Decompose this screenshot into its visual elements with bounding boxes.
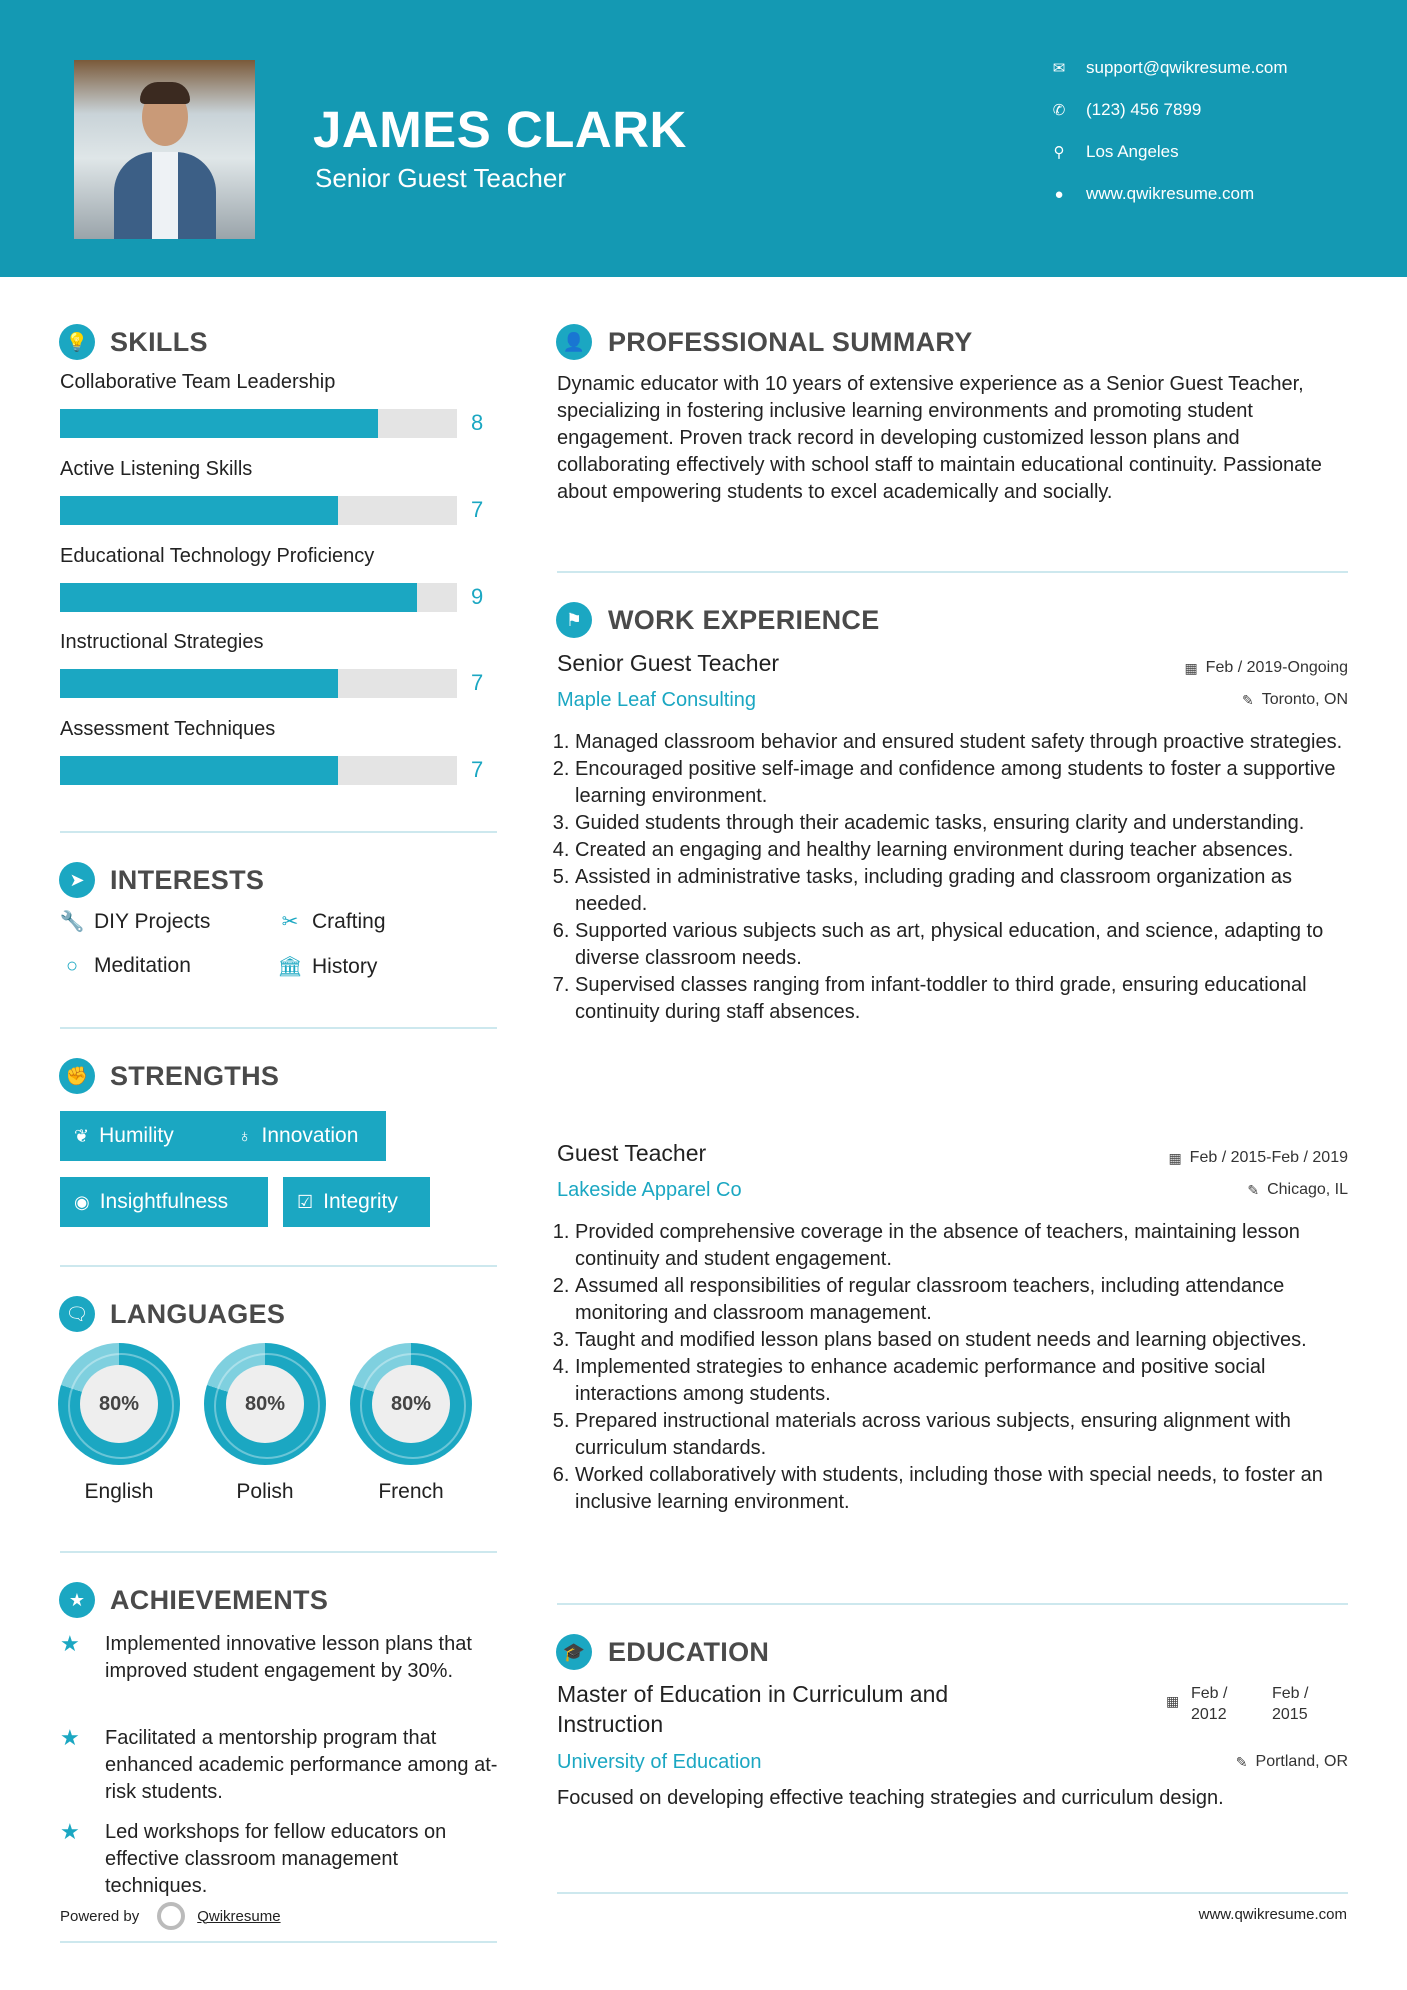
list-item: 3. Guided students through their academic tasks, ensuring clarity and understanding. xyxy=(575,810,1357,837)
education-location: ✎ Portland, OR xyxy=(1235,1753,1348,1770)
checkbox-icon: ☑ xyxy=(297,1191,314,1212)
language-percent: 80% xyxy=(226,1365,304,1443)
skill-bar xyxy=(60,583,457,612)
circle-icon: ○ xyxy=(65,954,79,977)
strength-tag: ❦ Humility xyxy=(60,1111,224,1161)
section-divider xyxy=(60,1027,497,1029)
skill-bar xyxy=(60,669,457,698)
scissors-icon: ✂ xyxy=(281,911,299,933)
skill-value: 7 xyxy=(471,757,484,782)
experience-heading: WORK EXPERIENCE xyxy=(608,605,880,635)
skill-name: Collaborative Team Leadership xyxy=(60,371,336,393)
job-title: Guest Teacher xyxy=(557,1140,707,1166)
strengths-heading: STRENGTHS xyxy=(110,1061,280,1091)
degree-line: Master of Education in Curriculum and xyxy=(557,1681,949,1707)
calendar-icon: ▦ xyxy=(1184,659,1198,676)
lightbulb-icon: 💡 xyxy=(59,324,95,360)
list-item: 1. Managed classroom behavior and ensured student safety through proactive strategies. xyxy=(575,729,1357,756)
wrench-icon: 🔧 xyxy=(59,911,85,933)
contact-website[interactable]: ● www.qwikresume.com xyxy=(1050,184,1254,204)
skills-heading: SKILLS xyxy=(110,327,208,357)
skill-name: Assessment Techniques xyxy=(60,718,276,740)
section-divider xyxy=(60,1551,497,1553)
star-icon: ★ xyxy=(60,1631,80,1656)
globe-icon: ● xyxy=(1054,185,1064,203)
lightbulb-icon: ♁ xyxy=(238,1125,252,1146)
company-name[interactable]: Lakeside Apparel Co xyxy=(557,1179,742,1201)
school-name[interactable]: University of Education xyxy=(557,1751,762,1773)
language-icon: 🗨 xyxy=(59,1296,95,1332)
job-title: Senior Guest Teacher xyxy=(557,650,780,676)
graduate-icon: 🎓 xyxy=(556,1634,592,1670)
header-banner xyxy=(0,0,1407,277)
candidate-title: Senior Guest Teacher xyxy=(315,163,566,193)
section-divider xyxy=(60,831,497,833)
strength-tag: ♁ Innovation xyxy=(224,1111,386,1161)
interest-item: ○ Meditation xyxy=(60,954,191,978)
achievement-item: ★ Implemented innovative lesson plans that improved student engagement by 30%. xyxy=(60,1631,500,1685)
list-item: 2. Encouraged positive self-image and confidence among students to foster a supportive learning environment. xyxy=(575,756,1357,810)
skill-bar xyxy=(60,496,457,525)
education-start-date: Feb / 2012 xyxy=(1191,1685,1228,1723)
job-dates: ▦ Feb / 2019-Ongoing xyxy=(1184,659,1348,676)
brand-link[interactable]: Qwikresume xyxy=(197,1907,281,1925)
fist-icon: ✊ xyxy=(59,1058,95,1094)
language-ring xyxy=(350,1343,472,1465)
job-duties xyxy=(557,1219,1357,1516)
section-divider xyxy=(557,1603,1348,1605)
list-item: 1. Provided comprehensive coverage in the absence of teachers, maintaining lesson continuity and student engagement. xyxy=(575,1219,1357,1273)
language-percent: 80% xyxy=(80,1365,158,1443)
qwikresume-logo-icon xyxy=(157,1902,185,1930)
education-end-date: Feb / 2015 xyxy=(1272,1685,1309,1723)
achievements-heading: ACHIEVEMENTS xyxy=(110,1585,329,1615)
skill-name: Active Listening Skills xyxy=(60,458,253,480)
contact-location: ⚲ Los Angeles xyxy=(1050,142,1179,162)
eye-icon: ◉ xyxy=(74,1191,90,1212)
pushpin-icon: ✎ xyxy=(1242,691,1254,708)
museum-icon: 🏛 xyxy=(277,956,303,978)
list-item: 5. Assisted in administrative tasks, including grading and classroom organization as needed. xyxy=(575,864,1357,918)
list-item: 7. Supervised classes ranging from infant-toddler to third grade, ensuring educational continuity during staff absences. xyxy=(575,972,1357,1026)
skill-bar xyxy=(60,409,457,438)
education-heading: EDUCATION xyxy=(608,1637,770,1667)
section-divider xyxy=(557,1892,1348,1894)
contact-phone[interactable]: ✆ (123) 456 7899 xyxy=(1050,100,1201,120)
strength-tag: ☑ Integrity xyxy=(283,1177,430,1227)
language-ring xyxy=(58,1343,180,1465)
powered-by: Powered by Qwikresume xyxy=(60,1902,281,1930)
phone-icon: ✆ xyxy=(1052,102,1066,119)
footer-website[interactable]: www.qwikresume.com xyxy=(1198,1906,1347,1923)
job-duties xyxy=(557,729,1357,1026)
list-item: 3. Taught and modified lesson plans based on student needs and learning objectives. xyxy=(575,1327,1357,1354)
achievement-item: ★ Facilitated a mentorship program that enhanced academic performance among at-risk students. xyxy=(60,1725,500,1806)
skill-value: 8 xyxy=(471,410,484,435)
section-divider xyxy=(60,1941,497,1943)
location-pin-icon: ⚲ xyxy=(1053,144,1065,161)
language-percent: 80% xyxy=(372,1365,450,1443)
star-badge-icon: ★ xyxy=(59,1582,95,1618)
strength-tag: ◉ Insightfulness xyxy=(60,1177,268,1227)
education-description: Focused on developing effective teaching strategies and curriculum design. xyxy=(557,1787,1224,1809)
achievement-item: ★ Led workshops for fellow educators on effective classroom management techniques. xyxy=(60,1819,500,1900)
interests-heading: INTERESTS xyxy=(110,865,265,895)
skill-value: 7 xyxy=(471,670,484,695)
profile-photo xyxy=(74,60,255,239)
skill-name: Instructional Strategies xyxy=(60,631,264,653)
summary-heading: PROFESSIONAL SUMMARY xyxy=(608,327,973,357)
section-divider xyxy=(557,571,1348,573)
pushpin-icon: ✎ xyxy=(1247,1181,1260,1198)
languages-heading: LANGUAGES xyxy=(110,1299,286,1329)
job-location: ✎ Chicago, IL xyxy=(1247,1181,1348,1198)
chair-icon: ⚑ xyxy=(556,602,592,638)
list-item: 5. Prepared instructional materials across various subjects, ensuring alignment with curriculum standards. xyxy=(575,1408,1357,1462)
section-divider xyxy=(60,1265,497,1267)
contact-email[interactable]: ✉ support@qwikresume.com xyxy=(1050,58,1288,78)
company-name[interactable]: Maple Leaf Consulting xyxy=(557,689,757,711)
job-location: ✎ Toronto, ON xyxy=(1242,691,1348,708)
paper-plane-icon: ➤ xyxy=(59,862,95,898)
calendar-icon: ▦ xyxy=(1166,1693,1180,1709)
leaf-icon: ❦ xyxy=(74,1125,90,1146)
interest-item: 🔧 DIY Projects xyxy=(59,909,211,933)
pushpin-icon: ✎ xyxy=(1235,1753,1248,1770)
list-item: 6. Worked collaboratively with students, including those with special needs, to foster an inclusive learning environment. xyxy=(575,1462,1357,1516)
list-item: 4. Created an engaging and healthy learning environment during teacher absences. xyxy=(575,837,1357,864)
user-icon: 👤 xyxy=(556,324,592,360)
language-name: Polish xyxy=(236,1480,294,1503)
language-name: French xyxy=(378,1480,444,1503)
envelope-icon: ✉ xyxy=(1052,60,1066,77)
list-item: 2. Assumed all responsibilities of regular classroom teachers, including attendance monitoring and classroom management. xyxy=(575,1273,1357,1327)
list-item: 4. Implemented strategies to enhance academic performance and positive social interactions among students. xyxy=(575,1354,1357,1408)
skill-value: 9 xyxy=(471,584,484,609)
language-name: English xyxy=(84,1480,154,1503)
interest-item: 🏛 History xyxy=(277,954,378,978)
language-ring xyxy=(204,1343,326,1465)
list-item: 6. Supported various subjects such as art, physical education, and science, adapting to diverse classroom needs. xyxy=(575,918,1357,972)
star-icon: ★ xyxy=(60,1725,80,1750)
calendar-icon: ▦ xyxy=(1168,1149,1182,1166)
candidate-name: JAMES CLARK xyxy=(313,101,687,158)
skill-bar xyxy=(60,756,457,785)
summary-text: Dynamic educator with 10 years of extensive experience as a Senior Guest Teacher, specializing in fostering inclusive learning environments and promoting student engagement. Proven track record in developing customized lesson plans and collaborating effectively with school staff to maintain educational continuity. Passionate about empowering students to excel academically and socially. xyxy=(557,373,1322,503)
degree-line: Instruction xyxy=(557,1711,664,1737)
job-dates: ▦ Feb / 2015-Feb / 2019 xyxy=(1168,1149,1348,1166)
skill-name: Educational Technology Proficiency xyxy=(60,545,375,567)
skill-value: 7 xyxy=(471,497,484,522)
star-icon: ★ xyxy=(60,1819,80,1844)
interest-item: ✂ Crafting xyxy=(278,909,386,934)
